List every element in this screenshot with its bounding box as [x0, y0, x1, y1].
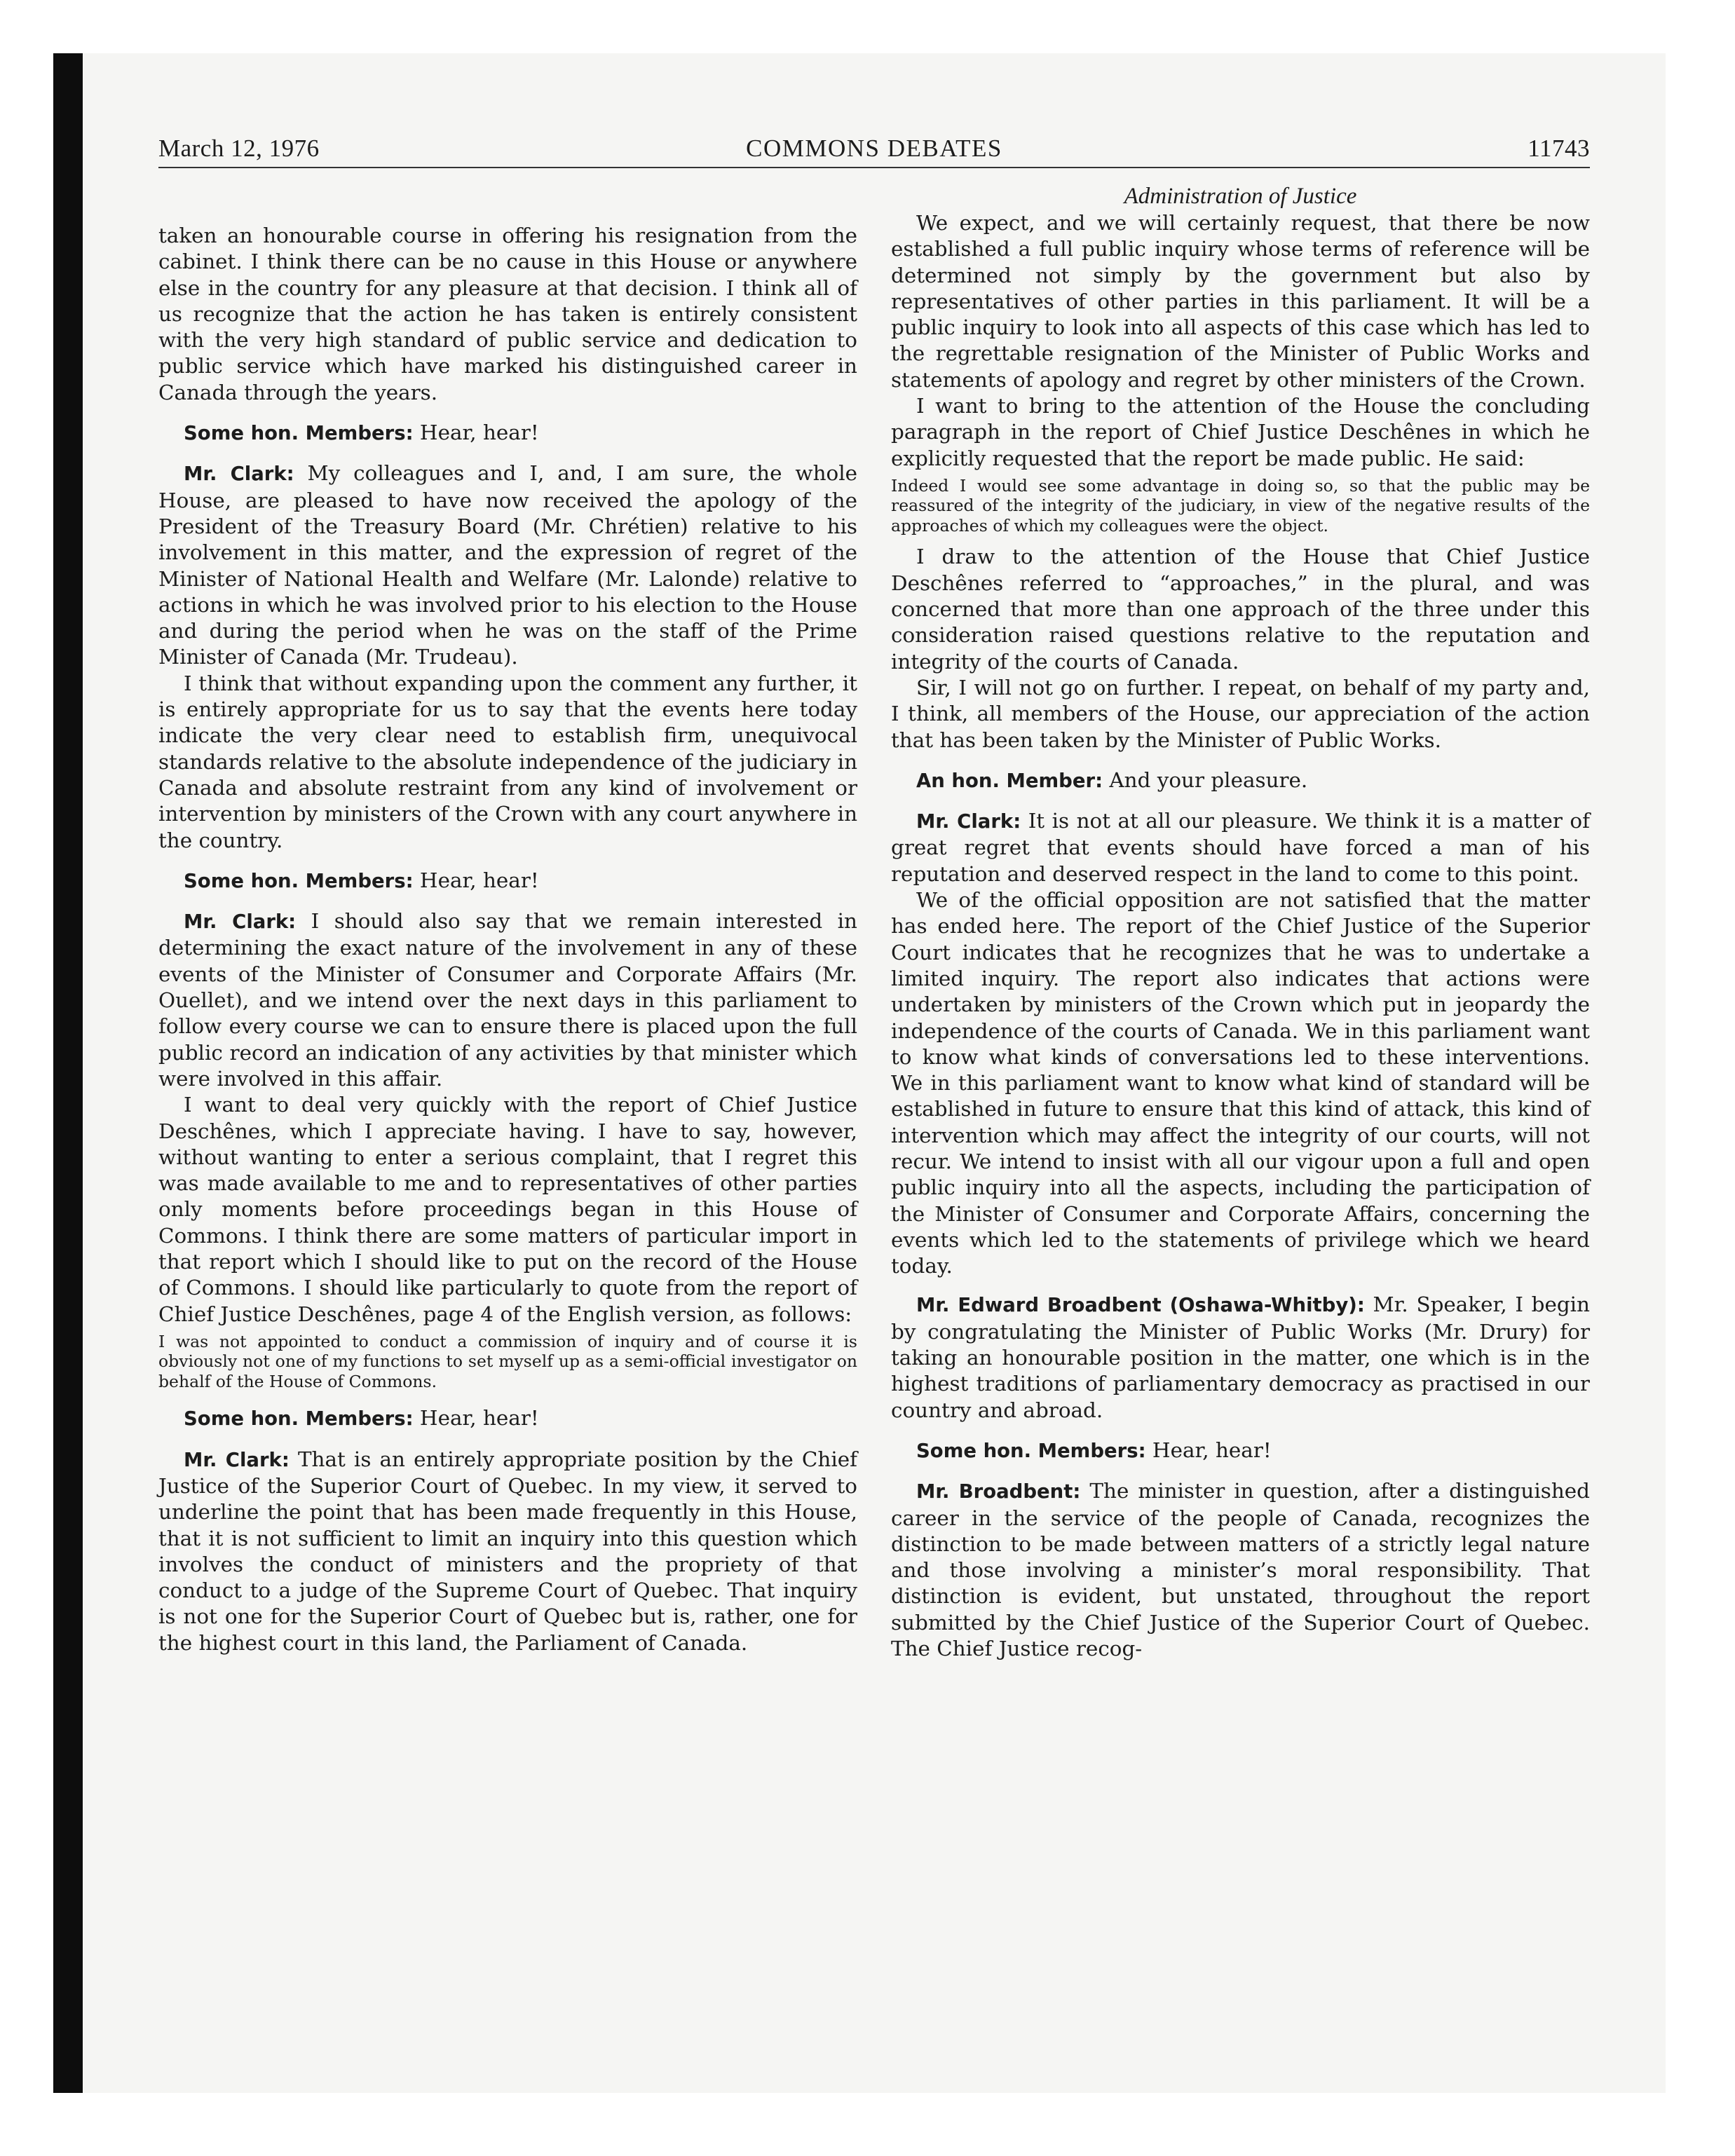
interjection: [158, 420, 857, 446]
speaker-name: Some hon. Members:: [184, 1407, 414, 1431]
speech-text: My colleagues and I, and, I am sure, the whole House, are pleased to have now received the apology of the President of the Treasury Board (Mr. Chrétien) relative to his involvement in this matter, and the expression of regret of the Minister of National Health and Welfare (Mr. Lalonde) relative to actions in which he was involved prior to his election to the House and during the period when he was on the staff of the Prime Minister of Canada (Mr. Trudeau).: [158, 461, 857, 669]
interjection: [891, 767, 1590, 794]
speech: [891, 1292, 1590, 1423]
speech-text: That is an entirely appropriate position by the Chief Justice of the Superior Court of Quebec. In my view, it served to underline the point that has been made frequently in this House, that it is not sufficient to limit an inquiry into this question which involves the conduct of ministers and the propriety of that conduct to a judge of the Supreme Court of Quebec. That inquiry is not one for the Superior Court of Quebec but is, rather, one for the highest court in this land, the Parliament of Canada.: [158, 1447, 857, 1655]
speaker-name: Mr. Clark:: [184, 463, 294, 486]
interjection-text: Hear, hear!: [413, 1406, 539, 1431]
speech: [891, 1478, 1590, 1662]
speech-text: Mr. Speaker, I begin by congratulating the Minister of Public Works (Mr. Drury) for taking an honourable position in the matter, one which is in the highest traditions of parliamentary democracy as practised in our country and abroad.: [891, 1292, 1590, 1422]
paragraph: We expect, and we will certainly request, that there be now established a full public inquiry whose terms of reference will be determined not simply by the government but also by representatives of other parties in this parliament. It will be a public inquiry to look into all aspects of this case which has led to the regrettable resignation of the Minister of Public Works and statements of apology and regret by other ministers of the Crown.: [891, 211, 1590, 392]
binding-edge: [53, 53, 83, 2093]
paragraph: I want to bring to the attention of the House the concluding paragraph in the report of Chief Justice Deschênes in which he explicitly requested that the report be made public. He said:: [891, 394, 1590, 470]
speech-text: I should also say that we remain interested in determining the exact nature of the involvement in any of these events of the Minister of Consumer and Corporate Affairs (Mr. Ouellet), and we intend over the next days in this parliament to follow every course we can to ensure there is placed upon the full public record an indication of any activities by that minister which were involved in this affair.: [158, 909, 857, 1091]
speaker-name: Mr. Broadbent:: [916, 1480, 1081, 1503]
interjection: [158, 1405, 857, 1432]
speaker-name: Mr. Edward Broadbent (Oshawa-Whitby):: [916, 1294, 1365, 1317]
paragraph: We of the official opposition are not satisfied that the matter has ended here. The report of the Chief Justice of the Superior Court indicates that he recognizes that he was to undertake a limited inquiry. The report also indicates that actions were undertaken by ministers of the Crown which put in jeopardy the independence of the courts of Canada. We in this parliament want to know what kinds of conversations led to these interventions. We in this parliament want to know what kind of standard will be established in future to ensure that this kind of attack, this kind of intervention which may affect the integrity of our courts, will not recur. We intend to insist with all our vigour upon a full and open public inquiry into all the aspects, including the participation of the Minister of Consumer and Corporate Affairs, concerning the events which led to the statements of privilege which we heard today.: [891, 888, 1590, 1278]
speech: [158, 1447, 857, 1656]
block-quote: Indeed I would see some advantage in doing so, so that the public may be reassured of the integrity of the judiciary, in view of the negative results of the approaches of which my colleagues were the object.: [891, 475, 1590, 535]
right-column: [891, 182, 1590, 1662]
paragraph: I want to deal very quickly with the report of Chief Justice Deschênes, which I appreciate having. I have to say, however, without wanting to enter a serious complaint, that I regret this was made available to me and to representatives of other parties only moments before proceedings began in this House of Commons. I think there are some matters of particular import in that report which I should like to put on the record of the House of Commons. I should like particularly to quote from the report of Chief Justice Deschênes, page 4 of the English version, as follows:: [158, 1093, 857, 1326]
speech: [158, 460, 857, 670]
speech: [158, 908, 857, 1092]
speech: [891, 808, 1590, 887]
left-column: [158, 223, 857, 1656]
header-date: March 12, 1976: [158, 135, 320, 162]
speech-text: It is not at all our pleasure. We think it is a matter of great regret that events should have forced a man of his reputation and deserved respect in the land to come to this point.: [891, 809, 1591, 886]
speaker-name: Some hon. Members:: [184, 422, 414, 445]
header-page-number: 11743: [1528, 135, 1590, 162]
block-quote: I was not appointed to conduct a commission of inquiry and of course it is obviously not one of my functions to set myself up as a semi-official investigator on behalf of the House of Commons.: [158, 1331, 857, 1391]
speaker-name: Mr. Clark:: [184, 1448, 290, 1471]
interjection-text: And your pleasure.: [1103, 767, 1308, 792]
paragraph: I draw to the attention of the House that Chief Justice Deschênes referred to “approaches,” in the plural, and was concerned that more than one approach of the three under this consideration raised questions relative to the reputation and integrity of the courts of Canada.: [891, 545, 1590, 674]
spacer: [891, 1279, 1590, 1292]
interjection: [891, 1438, 1590, 1464]
interjection-text: Hear, hear!: [413, 868, 539, 892]
speaker-name: Some hon. Members:: [184, 869, 414, 892]
paragraph: taken an honourable course in offering his resignation from the cabinet. I think there can be no cause in this House or anywhere else in the country for any pleasure at that decision. I think all of us recognize that the action he has taken is entirely consistent with the very high standard of public service and dedication to public service which have marked his distinguished career in Canada through the years.: [158, 224, 857, 404]
speaker-name: Mr. Clark:: [184, 910, 297, 934]
paragraph: I think that without expanding upon the comment any further, it is entirely appropriate for us to say that the events here today indicate the very clear need to establish firm, unequivocal standards relative to the absolute independence of the judiciary in Canada and absolute restraint from any kind of involvement or intervention by ministers of the Crown with any court anywhere in the country.: [158, 671, 857, 852]
page-header: [158, 133, 1590, 168]
page: [158, 133, 1590, 1956]
speaker-name: An hon. Member:: [916, 769, 1103, 792]
interjection-text: Hear, hear!: [413, 421, 539, 445]
speaker-name: Mr. Clark:: [916, 810, 1021, 833]
paragraph: Sir, I will not go on further. I repeat, on behalf of my party and, I think, all members of the House, our appreciation of the action that has been taken by the Minister of Public Works.: [891, 675, 1590, 752]
running-head: Administration of Justice: [1124, 184, 1357, 209]
speech-text: The minister in question, after a distinguished career in the service of the people of Canada, recognizes the distinction to be made between matters of a strictly legal nature and those involving a minister’s moral responsibility. That distinction is evident, but unstated, throughout the report submitted by the Chief Justice of the Superior Court of Quebec. The Chief Justice recog-: [891, 1479, 1590, 1661]
interjection-text: Hear, hear!: [1145, 1438, 1272, 1462]
header-journal-title: COMMONS DEBATES: [746, 135, 1002, 162]
speaker-name: Some hon. Members:: [916, 1439, 1146, 1462]
interjection: [158, 868, 857, 894]
